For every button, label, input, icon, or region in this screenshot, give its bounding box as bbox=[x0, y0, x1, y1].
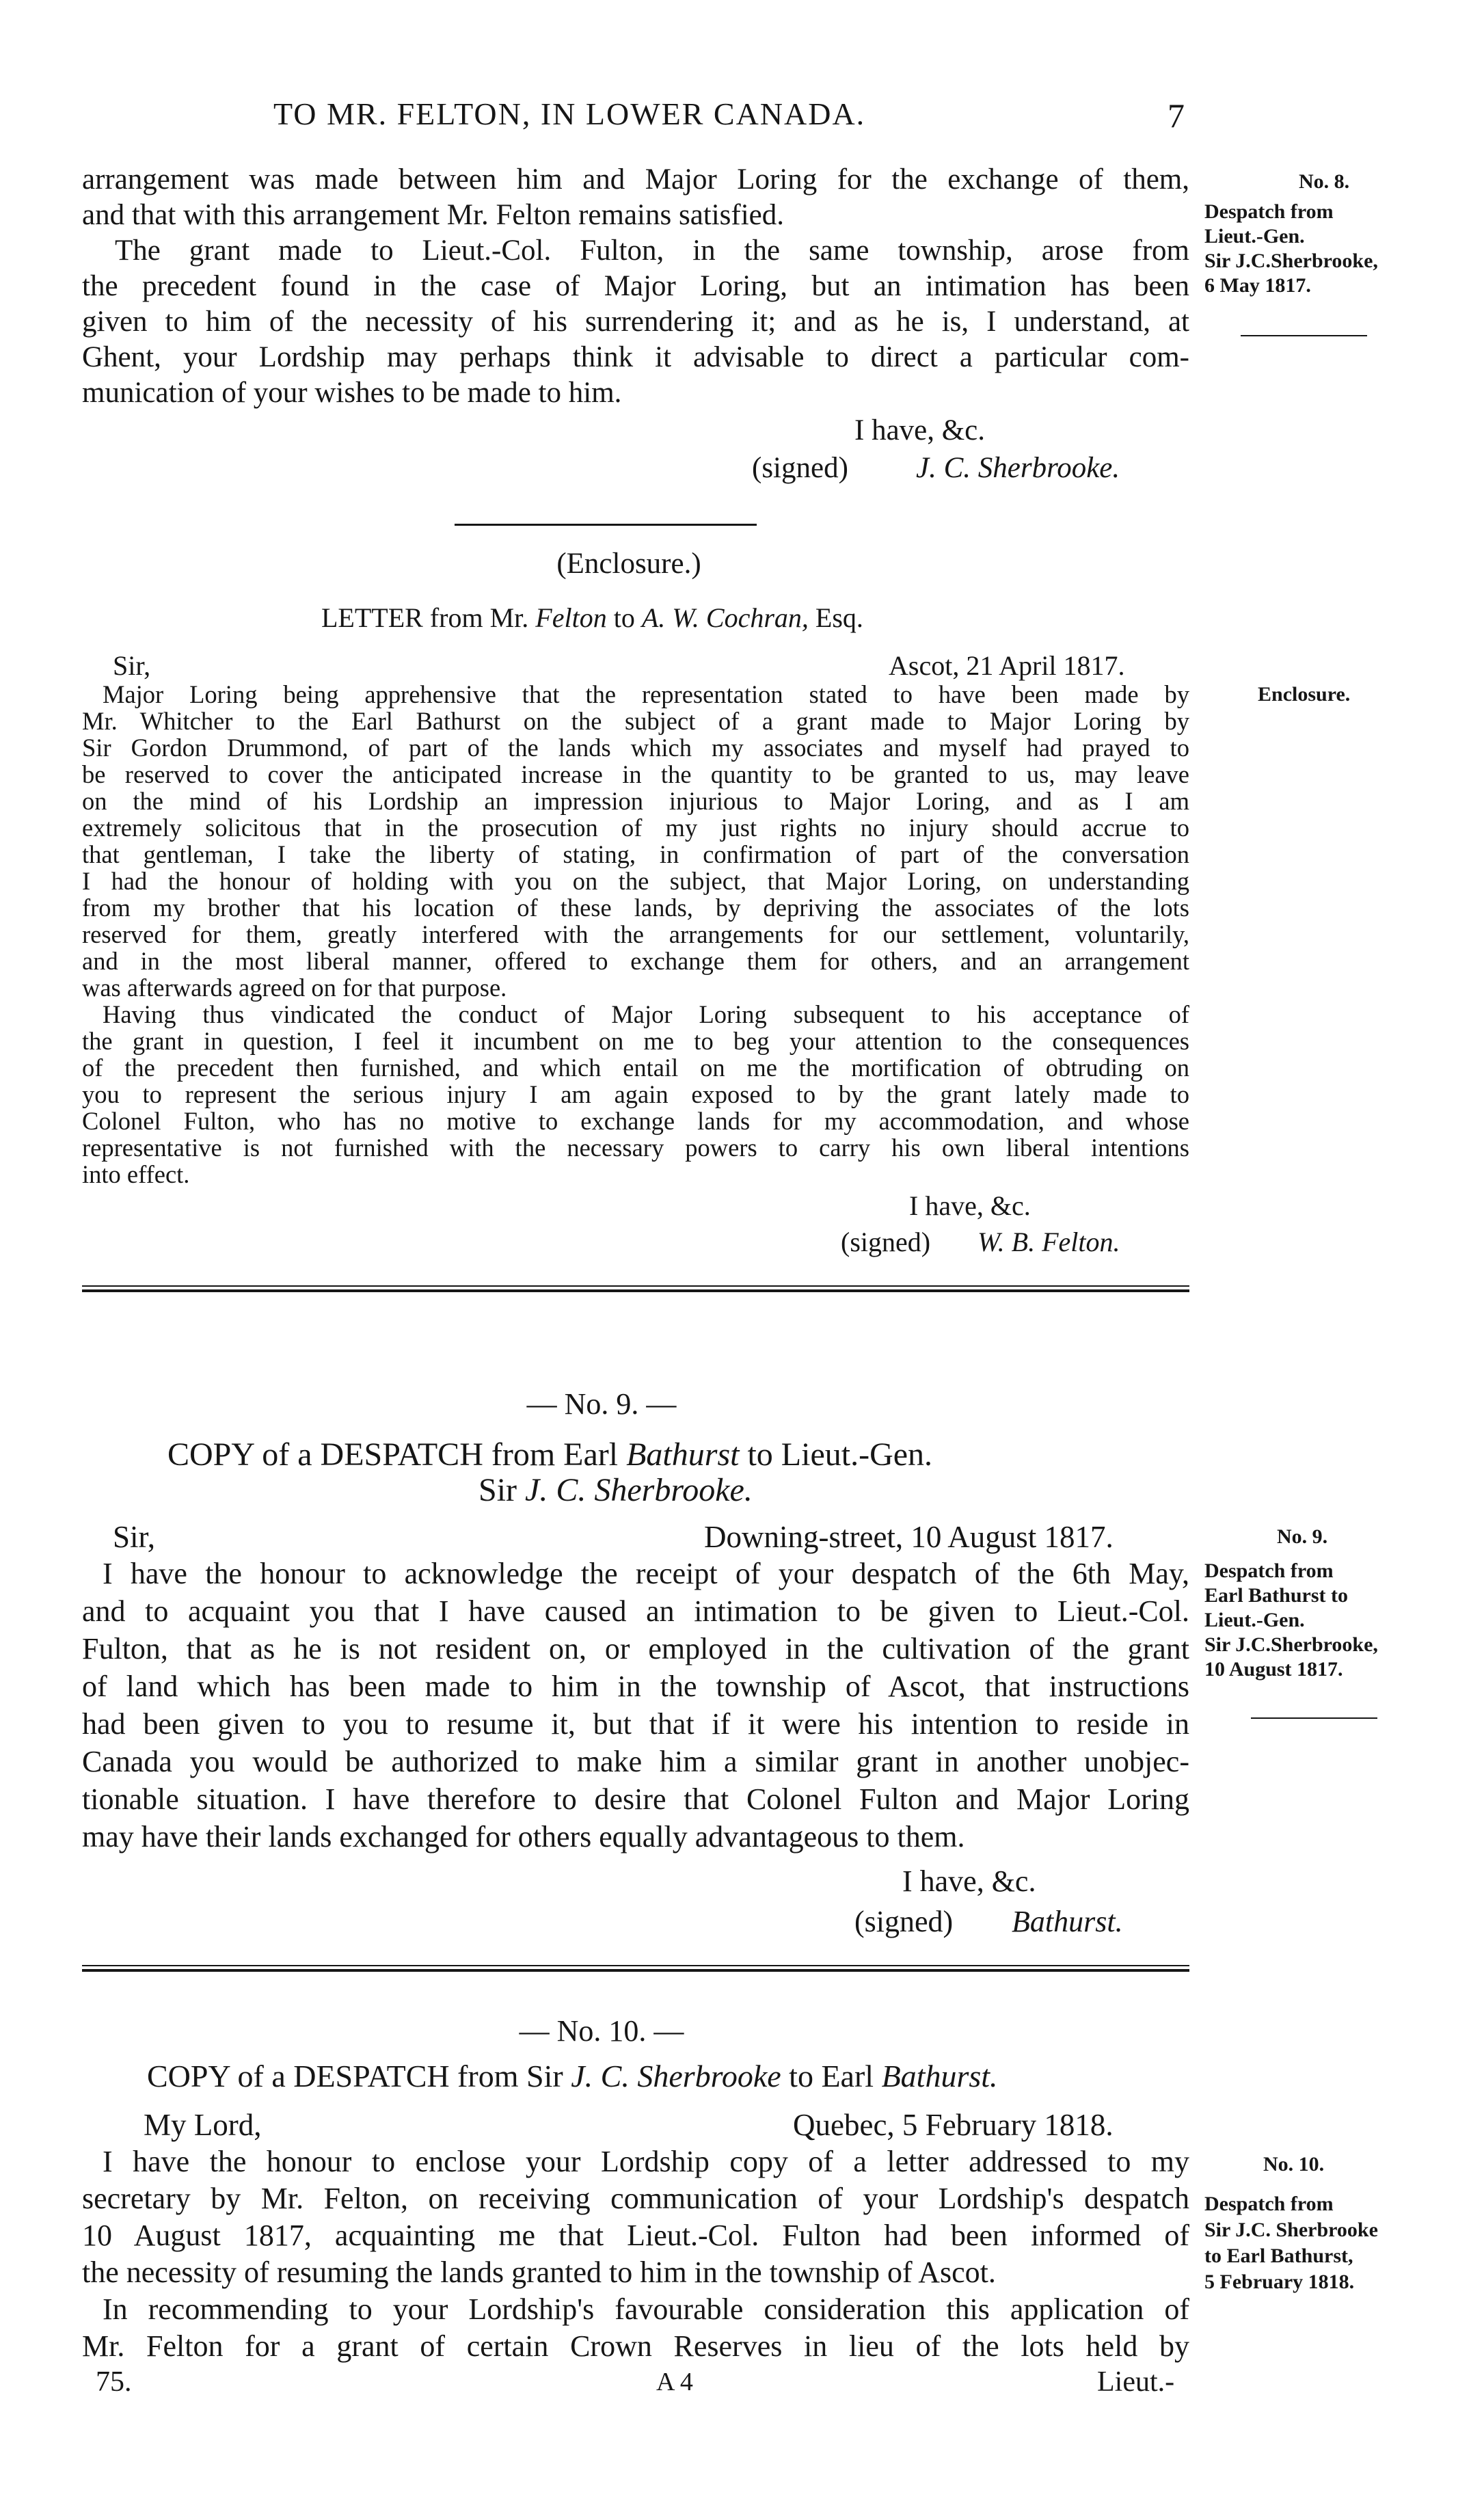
margin-line: Despatch from bbox=[1204, 2193, 1334, 2215]
enclosure-salutation: Sir, bbox=[113, 650, 151, 681]
text-line: Colonel Fulton, who has no motive to exchange lands for my accommodation, and whose bbox=[82, 1107, 1189, 1135]
no9-title-line2: Sir J. C. Sherbrooke. bbox=[478, 1472, 753, 1508]
text-line: Having thus vindicated the conduct of Major Loring subsequent to his acceptance of bbox=[103, 1000, 1189, 1028]
enclosure-title: LETTER from Mr. Felton to A. W. Cochran, Esq. bbox=[321, 602, 863, 633]
text-line: representative is not furnished with the necessary powers to carry his own liberal intentions bbox=[82, 1134, 1189, 1162]
section-divider bbox=[455, 524, 757, 526]
text-line: and to acquaint you that I have caused an intimation to be given to Lieut.-Col. bbox=[82, 1594, 1189, 1628]
signed-label: (signed) bbox=[854, 1905, 954, 1938]
no9-title: COPY of a DESPATCH from Earl Bathurst to Lieut.-Gen. bbox=[167, 1436, 933, 1473]
text-line: be reserved to cover the anticipated increase in the quantity to be granted to us, may leave bbox=[82, 760, 1189, 788]
text-line: the precedent found in the case of Major Loring, but an intimation has been bbox=[82, 270, 1189, 302]
text-line: arrangement was made between him and Major Loring for the exchange of them, bbox=[82, 163, 1189, 196]
margin-line: Sir J.C.Sherbrooke, bbox=[1204, 250, 1378, 272]
text-line: that gentleman, I take the liberty of stating, in confirmation of part of the conversation bbox=[82, 840, 1189, 868]
signed-label: (signed) bbox=[752, 452, 848, 484]
no10-place-date: Quebec, 5 February 1818. bbox=[793, 2108, 1114, 2142]
no9-number: — No. 9. — bbox=[526, 1387, 677, 1421]
footer-left: 75. bbox=[96, 2366, 132, 2398]
text-line: Mr. Felton for a grant of certain Crown Reserves in lieu of the lots held by bbox=[82, 2329, 1189, 2363]
margin-line: Despatch from bbox=[1204, 200, 1334, 223]
text-line: and that with this arrangement Mr. Felton remains satisfied. bbox=[82, 199, 785, 231]
no10-salutation: My Lord, bbox=[144, 2108, 262, 2142]
margin-line: Despatch from bbox=[1204, 1560, 1334, 1582]
margin-divider bbox=[1251, 1717, 1377, 1719]
no9-salutation: Sir, bbox=[113, 1520, 155, 1554]
margin-line: Lieut.-Gen. bbox=[1204, 1609, 1305, 1631]
text-line: given to him of the necessity of his surrendering it; and as he is, I understand, at bbox=[82, 306, 1189, 338]
text-line: secretary by Mr. Felton, on receiving communication of your Lordship's despatch bbox=[82, 2182, 1189, 2215]
signature: J. C. Sherbrooke. bbox=[916, 452, 1120, 484]
no10-title: COPY of a DESPATCH from Sir J. C. Sherbrooke to Earl Bathurst. bbox=[147, 2059, 998, 2093]
text-line: and in the most liberal manner, offered to exchange them for others, and an arrangement bbox=[82, 947, 1189, 975]
text-line: you to represent the serious injury I am again exposed to by the grant lately made to bbox=[82, 1080, 1189, 1108]
text-line: I had the honour of holding with you on the subject, that Major Loring, on understanding bbox=[82, 867, 1189, 895]
text-line: Sir Gordon Drummond, of part of the lands which my associates and myself had prayed to bbox=[82, 734, 1189, 762]
text-line: In recommending to your Lordship's favourable consideration this application of bbox=[103, 2292, 1189, 2326]
running-title: TO MR. FELTON, IN LOWER CANADA. bbox=[273, 96, 866, 131]
closing: I have, &c. bbox=[909, 1190, 1031, 1221]
margin-line: 6 May 1817. bbox=[1204, 274, 1311, 297]
margin-line: 10 August 1817. bbox=[1204, 1658, 1343, 1681]
margin-line: No. 10. bbox=[1263, 2153, 1325, 2176]
text-line: extremely solicitous that in the prosecution of my just rights no injury should accrue to bbox=[82, 814, 1189, 842]
margin-line: No. 9. bbox=[1277, 1525, 1328, 1548]
margin-line: 5 February 1818. bbox=[1204, 2271, 1355, 2293]
text-line: Fulton, that as he is not resident on, or employed in the cultivation of the grant bbox=[82, 1632, 1189, 1665]
enclosure-heading: (Enclosure.) bbox=[556, 548, 701, 580]
text-line: munication of your wishes to be made to him. bbox=[82, 377, 622, 409]
section-divider-double bbox=[82, 1969, 1189, 1972]
text-line: Major Loring being apprehensive that the representation stated to have been made by bbox=[103, 680, 1189, 708]
section-divider-double bbox=[82, 1285, 1189, 1287]
text-line: the grant in question, I feel it incumbent on me to beg your attention to the consequences bbox=[82, 1027, 1189, 1055]
signature-mark: A 4 bbox=[656, 2368, 693, 2396]
text-line: into effect. bbox=[82, 1160, 190, 1188]
text-line: Mr. Whitcher to the Earl Bathurst on the subject of a grant made to Major Loring by bbox=[82, 707, 1189, 735]
text-line: may have their lands exchanged for others equally advantageous to them. bbox=[82, 1820, 965, 1853]
text-line: had been given to you to resume it, but that if it were his intention to reside in bbox=[82, 1707, 1189, 1741]
text-line: was afterwards agreed on for that purpose. bbox=[82, 974, 507, 1002]
text-line: I have the honour to enclose your Lordship copy of a letter addressed to my bbox=[103, 2145, 1189, 2178]
margin-line: Lieut.-Gen. bbox=[1204, 225, 1305, 247]
text-line: on the mind of his Lordship an impression injurious to Major Loring, and as I am bbox=[82, 787, 1189, 815]
margin-divider bbox=[1241, 335, 1367, 336]
text-line: of the precedent then furnished, and which entail on me the mortification of obtruding on bbox=[82, 1054, 1189, 1082]
enclosure-place-date: Ascot, 21 April 1817. bbox=[889, 650, 1125, 681]
margin-line: Sir J.C.Sherbrooke, bbox=[1204, 1633, 1378, 1656]
text-line: from my brother that his location of these lands, by depriving the associates of the lots bbox=[82, 894, 1189, 922]
signature: W. B. Felton. bbox=[977, 1227, 1120, 1257]
text-line: Ghent, your Lordship may perhaps think it advisable to direct a particular com- bbox=[82, 341, 1189, 373]
margin-line: Earl Bathurst to bbox=[1204, 1584, 1348, 1607]
catchword: Lieut.- bbox=[1097, 2366, 1175, 2398]
text-line: the necessity of resuming the lands granted to him in the township of Ascot. bbox=[82, 2256, 996, 2289]
text-line: reserved for them, greatly interfered with the arrangements for our settlement, voluntarily, bbox=[82, 920, 1189, 948]
section-divider-double bbox=[82, 1289, 1189, 1292]
text-line: 10 August 1817, acquainting me that Lieut.-Col. Fulton had been informed of bbox=[82, 2219, 1189, 2252]
signature: Bathurst. bbox=[1012, 1905, 1123, 1938]
closing: I have, &c. bbox=[854, 414, 986, 446]
text-line: Canada you would be authorized to make him a similar grant in another unobjec- bbox=[82, 1745, 1189, 1778]
signed-label: (signed) bbox=[841, 1227, 931, 1257]
closing: I have, &c. bbox=[902, 1864, 1036, 1898]
page-number: 7 bbox=[1168, 96, 1185, 135]
margin-line: No. 8. bbox=[1299, 170, 1350, 193]
text-line: I have the honour to acknowledge the receipt of your despatch of the 6th May, bbox=[103, 1557, 1189, 1590]
text-line: The grant made to Lieut.-Col. Fulton, in the same township, arose from bbox=[115, 235, 1189, 267]
margin-line: to Earl Bathurst, bbox=[1204, 2245, 1353, 2267]
no9-place-date: Downing-street, 10 August 1817. bbox=[704, 1520, 1114, 1554]
text-line: of land which has been made to him in the township of Ascot, that instructions bbox=[82, 1670, 1189, 1703]
no10-number: — No. 10. — bbox=[519, 2014, 684, 2048]
section-divider-double bbox=[82, 1965, 1189, 1966]
text-line: tionable situation. I have therefore to desire that Colonel Fulton and Major Loring bbox=[82, 1782, 1189, 1816]
margin-line: Sir J.C. Sherbrooke bbox=[1204, 2219, 1378, 2241]
margin-enclosure: Enclosure. bbox=[1258, 683, 1351, 706]
